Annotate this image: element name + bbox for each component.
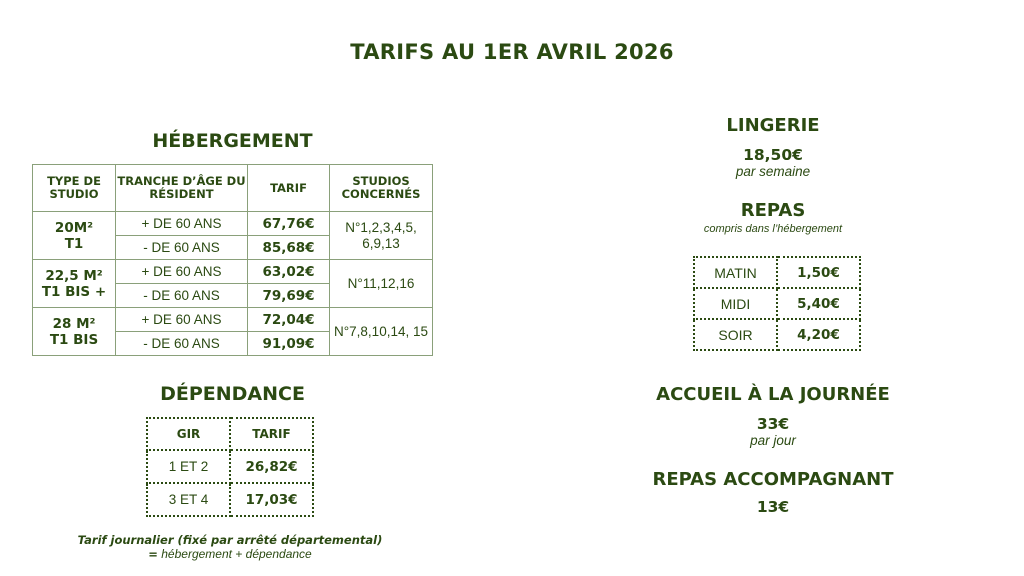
price-cell: 17,03€	[230, 483, 313, 516]
table-header-row	[33, 165, 433, 212]
accueil-price: 33€	[756, 415, 790, 433]
hebergement-title: HÉBERGEMENT	[152, 130, 313, 152]
age-cell: + DE 60 ANS	[116, 308, 248, 332]
meal-label: MATIN	[694, 257, 777, 288]
gir-cell: 1 ET 2	[147, 450, 230, 483]
studio-type-cell	[33, 212, 116, 260]
price-cell: 79,69€	[248, 284, 330, 308]
table-header-row	[147, 418, 313, 450]
header-tarif: TARIF	[230, 418, 313, 450]
meal-price: 5,40€	[777, 288, 860, 319]
dependance-table	[146, 417, 314, 517]
repas-accompagnant-price: 13€	[756, 498, 790, 516]
studio-type-name: T1 BIS +	[41, 283, 107, 300]
page-title: TARIFS AU 1ER AVRIL 2026	[350, 40, 674, 64]
lingerie-period: par semaine	[735, 164, 811, 179]
age-cell: - DE 60 ANS	[116, 284, 248, 308]
studio-type-cell	[33, 308, 116, 356]
header-studios: STUDIOS CONCERNÉS	[330, 165, 433, 212]
age-cell: - DE 60 ANS	[116, 236, 248, 260]
age-cell: + DE 60 ANS	[116, 260, 248, 284]
studios-cell: N°7,8,10,14, 15	[330, 308, 433, 356]
daily-rate-note-line1: Tarif journalier (fixé par arrêté départemental)	[77, 533, 383, 547]
studio-type-name: T1 BIS	[49, 331, 99, 348]
price-cell: 67,76€	[248, 212, 330, 236]
header-gir: GIR	[147, 418, 230, 450]
table-row	[33, 260, 433, 284]
studio-type-name: T1	[64, 235, 84, 252]
price-cell: 63,02€	[248, 260, 330, 284]
daily-rate-formula: hébergement + dépendance	[157, 547, 312, 561]
table-row	[694, 319, 860, 350]
equals-sign: =	[148, 547, 158, 561]
meal-label: SOIR	[694, 319, 777, 350]
header-type-studio: TYPE DE STUDIO	[33, 165, 116, 212]
age-cell: - DE 60 ANS	[116, 332, 248, 356]
price-cell: 72,04€	[248, 308, 330, 332]
gir-cell: 3 ET 4	[147, 483, 230, 516]
header-tarif: TARIF	[248, 165, 330, 212]
repas-title: REPAS	[740, 200, 806, 221]
table-row	[694, 257, 860, 288]
header-tranche-age: TRANCHE D’ÂGE DU RÉSIDENT	[116, 165, 248, 212]
dependance-title: DÉPENDANCE	[160, 383, 305, 405]
lingerie-price: 18,50€	[743, 146, 803, 164]
studios-cell: N°11,12,16	[330, 260, 433, 308]
age-cell: + DE 60 ANS	[116, 212, 248, 236]
meal-price: 1,50€	[777, 257, 860, 288]
repas-accompagnant-title: REPAS ACCOMPAGNANT	[652, 469, 894, 490]
table-row	[147, 450, 313, 483]
price-cell: 85,68€	[248, 236, 330, 260]
meal-price: 4,20€	[777, 319, 860, 350]
table-row	[694, 288, 860, 319]
lingerie-title: LINGERIE	[726, 115, 820, 136]
accueil-period: par jour	[750, 433, 796, 448]
price-cell: 91,09€	[248, 332, 330, 356]
table-row	[33, 212, 433, 236]
hebergement-table	[32, 164, 433, 356]
repas-subtitle: compris dans l’hébergement	[703, 223, 843, 235]
accueil-title: ACCUEIL À LA JOURNÉE	[656, 384, 890, 405]
studio-type-cell	[33, 260, 116, 308]
daily-rate-note-line2	[40, 547, 420, 561]
repas-table	[693, 256, 861, 351]
studio-type-size: 22,5 M²	[45, 267, 103, 284]
daily-rate-note	[40, 533, 420, 561]
studio-type-size: 28 M²	[52, 315, 96, 332]
studio-type-size: 20M²	[54, 219, 94, 236]
studios-cell: N°1,2,3,4,5, 6,9,13	[330, 212, 433, 260]
table-row	[33, 308, 433, 332]
price-cell: 26,82€	[230, 450, 313, 483]
meal-label: MIDI	[694, 288, 777, 319]
table-row	[147, 483, 313, 516]
